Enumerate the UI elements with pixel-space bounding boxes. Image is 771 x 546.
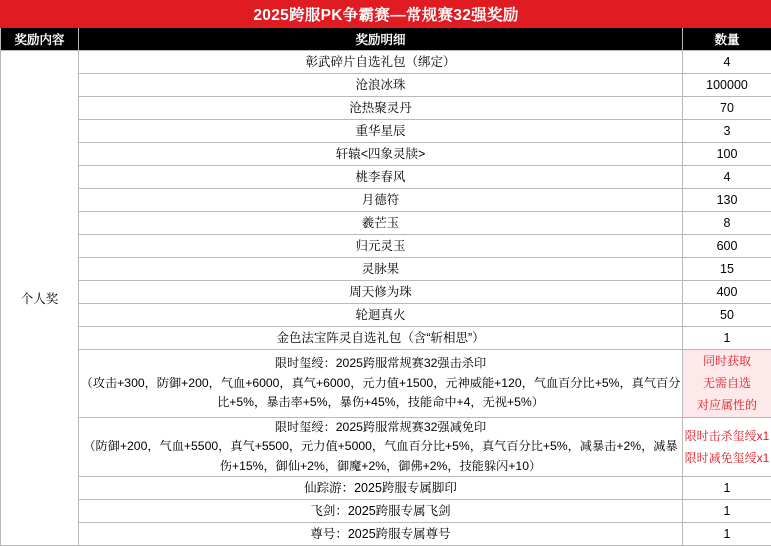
reward-qty: 600 [683,235,771,258]
table-row [1,166,771,189]
reward-qty-note [683,417,771,477]
table-row [1,327,771,350]
reward-detail: 沧浪冰珠 [79,74,683,97]
reward-detail: 桃李春风 [79,166,683,189]
page-title: 2025跨服PK争霸赛—常规赛32强奖励 [1,1,771,28]
table-row [1,258,771,281]
qty-note-line: 对应属性的 [683,394,771,416]
reward-qty-note [683,350,771,418]
reward-detail: 金色法宝阵灵自选礼包（含“斩相思”） [79,327,683,350]
table-row [1,51,771,74]
table-row [1,97,771,120]
table-row [1,212,771,235]
header-category: 奖励内容 [1,28,79,51]
table-row [1,304,771,327]
reward-detail: 周天修为珠 [79,281,683,304]
table-row [1,235,771,258]
reward-qty: 8 [683,212,771,235]
table-row [1,74,771,97]
reward-detail: 仙踪游：2025跨服专属脚印 [79,477,683,500]
reward-detail: 归元灵玉 [79,235,683,258]
header-quantity: 数量 [683,28,771,51]
qty-note-line: 同时获取 [683,350,771,372]
reward-qty: 1 [683,523,771,546]
table-row [1,120,771,143]
qty-note-line: 限时减免玺绶x1 [683,447,771,469]
table-row [1,523,771,546]
reward-qty: 1 [683,500,771,523]
reward-qty: 4 [683,166,771,189]
reward-detail-reduction-seal [79,417,683,477]
title-row [1,1,771,28]
reward-qty: 1 [683,477,771,500]
table-row [1,143,771,166]
reward-qty: 130 [683,189,771,212]
reward-detail: 月德符 [79,189,683,212]
reward-qty: 3 [683,120,771,143]
reward-qty: 4 [683,51,771,74]
reward-detail: 尊号：2025跨服专属尊号 [79,523,683,546]
reward-detail: 彰武碎片自选礼包（绑定） [79,51,683,74]
category-personal-award: 个人奖 [1,51,79,546]
reward-qty: 400 [683,281,771,304]
reward-detail-kill-seal [79,350,683,418]
reward-detail: 沧热聚灵丹 [79,97,683,120]
table-row [1,189,771,212]
reward-detail: 轮迴真火 [79,304,683,327]
table-row [1,281,771,304]
reward-qty: 100 [683,143,771,166]
seal-title: 限时玺绶：2025跨服常规赛32强击杀印 [79,354,682,374]
reward-detail: 灵脉果 [79,258,683,281]
table-row [1,477,771,500]
table-row [1,500,771,523]
reward-detail: 飞剑：2025跨服专属飞剑 [79,500,683,523]
reward-qty: 100000 [683,74,771,97]
reward-detail: 重华星辰 [79,120,683,143]
header-detail: 奖励明细 [79,28,683,51]
reward-qty: 70 [683,97,771,120]
table-row [1,417,771,477]
reward-qty: 50 [683,304,771,327]
reward-qty: 15 [683,258,771,281]
qty-note-line: 无需自选 [683,372,771,394]
qty-note-line: 限时击杀玺绶x1 [683,425,771,447]
header-row [1,28,771,51]
seal-attributes: （攻击+300，防御+200，气血+6000，真气+6000，元力值+1500，元神威能+120，气血百分比+5%，真气百分比+5%，暴击率+5%，暴伤+45%，技能命中+4，无视+5%） [79,374,682,413]
seal-attributes: （防御+200，气血+5500，真气+5500，元力值+5000，气血百分比+5%，真气百分比+5%，减暴击+2%，减暴伤+15%，御仙+2%，御魔+2%，御佛+2%，技能躲闪+10） [79,437,682,476]
table-row [1,350,771,418]
seal-title: 限时玺绶：2025跨服常规赛32强减免印 [79,418,682,438]
reward-qty: 1 [683,327,771,350]
reward-detail: 轩辕<四象灵牍> [79,143,683,166]
reward-detail: 羲芒玉 [79,212,683,235]
